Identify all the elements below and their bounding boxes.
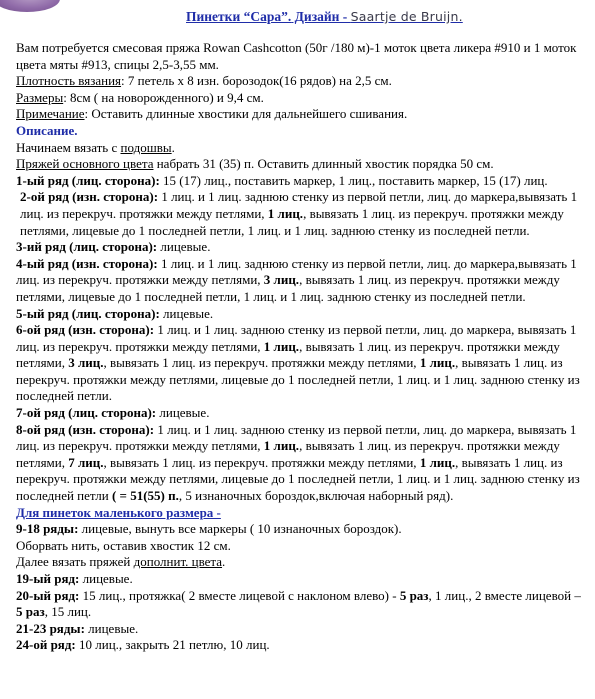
cast-on-text: набрать 31 (35) п. Оставить длинный хвостик порядка 50 см.: [153, 156, 494, 172]
row-19-text: лицевые.: [79, 571, 133, 586]
row-6-text-e: , вывязать 1 лиц. из перекруч. протяжки между петлями,: [103, 355, 420, 371]
row-20-text-c: , 1 лиц., 2 вместе лицевой –: [428, 587, 581, 603]
row-2-text-a: 1 лиц. и 1 лиц. заднюю стенку из первой петли, лиц. до маркера,вывязать 1 лиц. из перекруч. протяжки между петлями,: [20, 189, 578, 221]
row-8-bold-b: 1 лиц.: [263, 438, 300, 454]
note-text: : Оставить длинные хвостики для дальнейшего сшивания.: [84, 106, 408, 122]
row-8-text-a: 1 лиц. и 1 лиц. заднюю стенку из первой петли, лиц. до маркера, вывязать 1 лиц. из перекруч. протяжки между петлями,: [16, 421, 577, 454]
row-5: [16, 306, 586, 323]
pattern-text: [16, 40, 586, 654]
row-8-text-g: , вывязать 1 лиц. из перекруч. протяжки между петлями, лицевые до 1 последней петли, 1 лиц. и 1 лиц. заднюю стенку из последней петли: [16, 454, 580, 504]
title-design: Дизайн -: [291, 9, 351, 24]
row-8-bold-d: 7 лиц.: [68, 454, 104, 470]
row-19: [16, 571, 586, 588]
description-heading: Описание.: [16, 122, 78, 138]
sizes-label: Размеры: [16, 89, 64, 105]
density-text: : 7 петель х 8 изн. борозодок(16 рядов) на 2,5 см.: [121, 73, 392, 89]
materials-paragraph: [16, 40, 586, 73]
row-20-text-e: , 15 лиц.: [44, 604, 92, 620]
row-1: [16, 173, 586, 190]
row-7-label: 7-ой ряд (лиц. сторона):: [16, 405, 157, 421]
note-label: Примечание: [16, 106, 85, 122]
title-name: Пинетки “Сара”.: [186, 9, 292, 24]
row-2: [16, 189, 586, 239]
row-6-bold-b: 1 лиц.: [263, 338, 300, 354]
row-20-text-a: 15 лиц., протяжка( 2 вместе лицевой с наклоном влево) -: [79, 587, 400, 603]
row-8-bold-f: 1 лиц.: [419, 454, 456, 470]
row-6-bold-d: 3 лиц.: [68, 355, 104, 371]
row-3-text: лицевые.: [157, 239, 211, 255]
rows-21-23-text: лицевые.: [84, 620, 139, 636]
contrast-prefix: Далее вязать пряжей: [16, 554, 134, 570]
row-24-text: 10 лиц., закрыть 21 петлю, 10 лиц.: [75, 637, 270, 653]
row-6-text-a: 1 лиц. и 1 лиц. заднюю стенку из первой петли, лиц. до маркера, вывязать 1 лиц. из перекруч. протяжки между петлями,: [16, 322, 577, 354]
cast-on-label: Пряжей основного цвета: [16, 156, 154, 172]
row-24-label: 24-ой ряд:: [16, 637, 76, 653]
row-20-bold-b: 5 раз: [399, 587, 429, 603]
rows-21-23: [16, 621, 586, 638]
row-20: [16, 588, 586, 621]
row-5-text: лицевые.: [159, 305, 214, 321]
row-6: [16, 322, 586, 405]
row-1-label: 1-ый ряд (лиц. сторона):: [16, 172, 160, 188]
row-4-text-a: 1 лиц. и 1 лиц. заднюю стенку из первой петли, лиц. до маркера,вывязать 1 лиц. из перекруч. протяжки между петлями,: [16, 255, 577, 288]
density-line: [16, 73, 586, 90]
contrast-word: дополнит. цвета: [133, 554, 223, 570]
contrast-suffix: .: [222, 554, 226, 570]
row-8-bold-h: ( = 51(55) п.: [111, 488, 179, 504]
row-1-text: 15 (17) лиц., поставить маркер, 1 лиц., поставить маркер, 15 (17) лиц.: [159, 172, 548, 188]
row-8: [16, 422, 586, 505]
row-2-text-c: , вывязать 1 лиц. из перекруч. протяжки между петлями, лицевые до 1 последней петли, 1 лиц. и 1 лиц. заднюю стенку из последней петли.: [20, 205, 564, 238]
start-suffix: .: [171, 139, 175, 155]
rows-9-18: [16, 521, 586, 538]
materials-text: Вам потребуется смесовая пряжа Rowan Cashcotton (50г /180 м)-1 моток цвета ликера #910 и 1 моток цвета мяты #913, спицы 2,5-3,55 мм.: [16, 40, 577, 72]
row-8-text-i: , 5 изнаночных бороздок,включая наборный ряд).: [178, 488, 454, 504]
row-24: [16, 637, 586, 654]
sizes-text: : 8см ( на новорожденного) и 9,4 см.: [63, 89, 264, 105]
contrast-yarn-line: [16, 554, 586, 571]
note-line: [16, 106, 586, 123]
row-7: [16, 405, 586, 422]
row-6-text-g: , вывязать 1 лиц. из перекруч. протяжки между петлями, лицевые до 1 последней петли, 1 лиц. и 1 лиц. заднюю стенку из последней петли.: [16, 355, 580, 404]
rows-21-23-label: 21-23 ряды:: [16, 620, 85, 636]
rows-9-18-label: 9-18 ряды:: [16, 521, 79, 537]
row-4: [16, 256, 586, 306]
start-word: подошвы: [120, 139, 172, 155]
cut-yarn-line: Оборвать нить, оставив хвостик 12 см.: [16, 537, 231, 553]
yarn-photo-fragment: [0, 0, 60, 12]
row-2-label: 2-ой ряд (изн. сторона):: [20, 189, 159, 205]
row-8-label: 8-ой ряд (изн. сторона):: [16, 421, 155, 437]
small-size-heading-text: Для пинеток маленького размера -: [16, 504, 221, 520]
row-20-bold-d: 5 раз: [16, 604, 45, 620]
row-5-label: 5-ый ряд (лиц. сторона):: [16, 305, 160, 321]
row-7-text: лицевые.: [156, 405, 210, 421]
start-prefix: Начинаем вязать с: [16, 139, 121, 155]
rows-9-18-text: лицевые, вынуть все маркеры ( 10 изнаночных бороздок).: [78, 521, 402, 537]
row-20-label: 20-ый ряд:: [16, 587, 80, 603]
row-19-label: 19-ый ряд:: [16, 571, 80, 586]
row-6-bold-f: 1 лиц.: [419, 355, 456, 371]
row-2-bold: 1 лиц.: [267, 205, 304, 221]
row-3: [16, 239, 586, 256]
row-3-label: 3-ий ряд (лиц. сторона):: [16, 239, 158, 255]
row-6-label: 6-ой ряд (изн. сторона):: [16, 322, 155, 338]
sizes-line: [16, 90, 586, 107]
row-4-label: 4-ый ряд (изн. сторона):: [16, 255, 158, 271]
row-8-text-c: , вывязать 1 лиц. из перекруч. протяжки между петлями,: [16, 438, 560, 470]
row-4-bold: 3 лиц.: [263, 272, 300, 288]
cast-on-line: [16, 156, 586, 173]
title-designer: Saartje de Bruijn.: [350, 9, 463, 24]
row-4-text-c: , вывязать 1 лиц. из перекруч. протяжки между петлями, лицевые до 1 последней петли, 1 лиц. и 1 лиц. заднюю стенку из последней петли.: [16, 272, 560, 304]
start-line: [16, 140, 586, 157]
pattern-title: [186, 9, 463, 25]
row-8-text-e: , вывязать 1 лиц. из перекруч. протяжки между петлями,: [103, 454, 420, 470]
density-label: Плотность вязания: [16, 73, 122, 89]
row-6-text-c: , вывязать 1 лиц. из перекруч. протяжки между петлями,: [16, 338, 560, 371]
small-size-heading: [16, 505, 586, 522]
